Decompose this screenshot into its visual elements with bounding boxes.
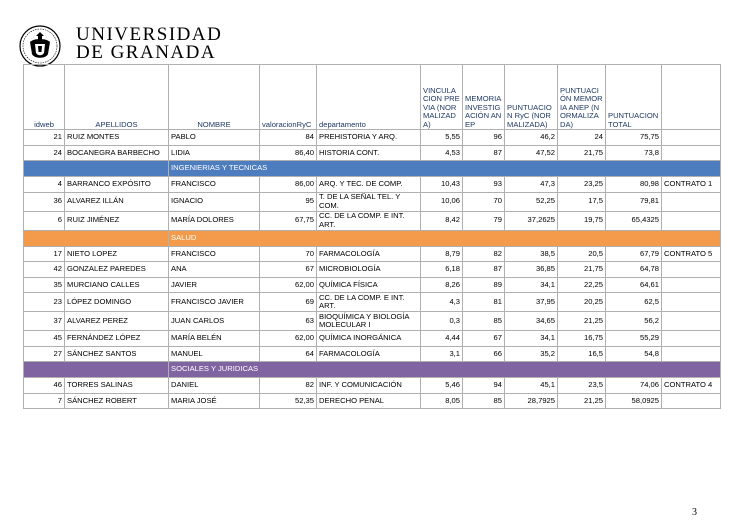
table-cell: 20,5 [558, 246, 606, 262]
table-cell [662, 211, 721, 230]
table-cell: DERECHO PENAL [317, 393, 421, 409]
table-cell: DANIEL [169, 378, 260, 394]
table-cell: 5,46 [421, 378, 463, 394]
table-cell [662, 346, 721, 362]
table-cell: 22,25 [558, 277, 606, 293]
table-cell: 65,4325 [606, 211, 662, 230]
table-cell [662, 145, 721, 161]
table-cell: 84 [260, 130, 317, 146]
table-cell: 74,06 [606, 378, 662, 394]
table-cell: 70 [260, 246, 317, 262]
table-cell: SÁNCHEZ SANTOS [65, 346, 169, 362]
section-header-spacer [24, 362, 169, 378]
table-cell: CONTRATO 4 [662, 378, 721, 394]
table-cell: 75,75 [606, 130, 662, 146]
table-cell: 6 [24, 211, 65, 230]
col-header-departamento: departamento [317, 65, 421, 130]
table-cell: 42 [24, 262, 65, 278]
table-row [24, 293, 721, 312]
table-cell: 67 [463, 331, 505, 347]
table-cell: BOCANEGRA BARBECHO [65, 145, 169, 161]
table-cell: 73,8 [606, 145, 662, 161]
table-cell: 93 [463, 177, 505, 193]
section-title: SALUD [169, 230, 721, 246]
table-cell: ARQ. Y TEC. DE COMP. [317, 177, 421, 193]
table-cell: 35 [24, 277, 65, 293]
table-cell: 34,1 [505, 277, 558, 293]
table-cell: 82 [260, 378, 317, 394]
table-cell: MURCIANO CALLES [65, 277, 169, 293]
table-cell: IGNACIO [169, 192, 260, 211]
table-cell: 86,00 [260, 177, 317, 193]
table-cell: RUIZ MONTES [65, 130, 169, 146]
table-row [24, 277, 721, 293]
table-cell: 67,75 [260, 211, 317, 230]
table-cell: 38,5 [505, 246, 558, 262]
table-cell [662, 277, 721, 293]
table-cell: 10,43 [421, 177, 463, 193]
table-row [24, 378, 721, 394]
table-cell: MARIA JOSÉ [169, 393, 260, 409]
table-cell: 85 [463, 393, 505, 409]
col-header-nombre: NOMBRE [169, 65, 260, 130]
table-cell: 23,5 [558, 378, 606, 394]
table-cell: TORRES SALINAS [65, 378, 169, 394]
table-cell [662, 130, 721, 146]
table-cell: 20,25 [558, 293, 606, 312]
university-name-line1: UNIVERSIDAD [76, 24, 223, 45]
table-cell: 82 [463, 246, 505, 262]
col-header-idweb: idweb [24, 65, 65, 130]
page-number: 3 [692, 507, 697, 518]
table-cell [662, 192, 721, 211]
table-cell: 58,0925 [606, 393, 662, 409]
table-cell: 10,06 [421, 192, 463, 211]
col-header-vinculacion: VINCULACION PREVIA (NORMALIZADA) [421, 65, 463, 130]
table-cell: 21,25 [558, 312, 606, 331]
table-cell: 24 [24, 145, 65, 161]
ranking-table [23, 64, 721, 409]
table-cell: FRANCISCO [169, 177, 260, 193]
table-cell: 87 [463, 145, 505, 161]
table-cell: 47,3 [505, 177, 558, 193]
table-cell: 52,35 [260, 393, 317, 409]
table-cell: 37 [24, 312, 65, 331]
table-cell: MARÍA BELÉN [169, 331, 260, 347]
table-cell: 56,2 [606, 312, 662, 331]
table-cell: 47,52 [505, 145, 558, 161]
table-cell: 62,00 [260, 277, 317, 293]
col-header-memoria: MEMORIA INVESTIGACIÓN ANEP [463, 65, 505, 130]
table-cell: CC. DE LA COMP. E INT. ART. [317, 211, 421, 230]
table-cell: 21,25 [558, 393, 606, 409]
table-cell: GONZALEZ PAREDES [65, 262, 169, 278]
table-cell: 0,3 [421, 312, 463, 331]
table-cell: 67 [260, 262, 317, 278]
table-cell: 70 [463, 192, 505, 211]
col-header-puntuacion-ryc: PUNTUACION RyC (NORMALIZADA) [505, 65, 558, 130]
table-cell: LÓPEZ DOMINGO [65, 293, 169, 312]
table-cell: 81 [463, 293, 505, 312]
table-cell: 64 [260, 346, 317, 362]
table-cell: 89 [463, 277, 505, 293]
section-header-row [24, 161, 721, 177]
section-header-row [24, 362, 721, 378]
table-cell: 37,95 [505, 293, 558, 312]
table-cell: 17,5 [558, 192, 606, 211]
table-cell: 46 [24, 378, 65, 394]
table-row [24, 246, 721, 262]
table-cell: INF. Y COMUNICACIÓN [317, 378, 421, 394]
table-cell: ANA [169, 262, 260, 278]
table-cell: MICROBIOLOGÍA [317, 262, 421, 278]
table-cell: 45 [24, 331, 65, 347]
table-cell: CONTRATO 5 [662, 246, 721, 262]
table-cell [662, 312, 721, 331]
table-cell: JAVIER [169, 277, 260, 293]
table-cell: 36 [24, 192, 65, 211]
table-cell: 80,98 [606, 177, 662, 193]
col-header-puntuacion-memoria: PUNTUACIÓN MEMORIA ANEP (NORMALIZADA) [558, 65, 606, 130]
table-cell: 21,75 [558, 145, 606, 161]
section-title: INGENIERIAS Y TECNICAS [169, 161, 721, 177]
table-cell: QUÍMICA FÍSICA [317, 277, 421, 293]
table-row [24, 262, 721, 278]
university-name-line2: DE GRANADA [76, 42, 217, 63]
table-row [24, 145, 721, 161]
col-header-puntuacion-total: PUNTUACION TOTAL [606, 65, 662, 130]
table-cell: FRANCISCO JAVIER [169, 293, 260, 312]
table-cell: 5,55 [421, 130, 463, 146]
table-cell: CONTRATO 1 [662, 177, 721, 193]
table-cell: MANUEL [169, 346, 260, 362]
table-cell: 4,3 [421, 293, 463, 312]
table-cell: FRANCISCO [169, 246, 260, 262]
table-cell: 94 [463, 378, 505, 394]
table-cell: 85 [463, 312, 505, 331]
section-header-spacer [24, 161, 169, 177]
table-cell: HISTORIA CONT. [317, 145, 421, 161]
table-row [24, 393, 721, 409]
table-cell: 62,00 [260, 331, 317, 347]
table-cell: 19,75 [558, 211, 606, 230]
table-cell: 64,78 [606, 262, 662, 278]
table-cell: BARRANCO EXPÓSITO [65, 177, 169, 193]
table-row [24, 312, 721, 331]
table-cell: 4,53 [421, 145, 463, 161]
table-row [24, 211, 721, 230]
table-cell: 8,79 [421, 246, 463, 262]
table-cell: SÁNCHEZ ROBERT [65, 393, 169, 409]
table-cell: FERNÁNDEZ LÓPEZ [65, 331, 169, 347]
table-cell: 63 [260, 312, 317, 331]
table-cell: 23,25 [558, 177, 606, 193]
table-cell: 62,5 [606, 293, 662, 312]
table-cell: PREHISTORIA Y ARQ. [317, 130, 421, 146]
university-crest-logo [18, 24, 62, 68]
table-cell: 21 [24, 130, 65, 146]
table-cell: PABLO [169, 130, 260, 146]
table-cell: 34,1 [505, 331, 558, 347]
table-cell: 8,42 [421, 211, 463, 230]
table-cell: 36,85 [505, 262, 558, 278]
table-cell: 86,40 [260, 145, 317, 161]
table-cell: 8,26 [421, 277, 463, 293]
table-cell: 16,75 [558, 331, 606, 347]
table-cell: 45,1 [505, 378, 558, 394]
table-cell: 69 [260, 293, 317, 312]
table-cell: ALVAREZ PEREZ [65, 312, 169, 331]
table-cell: 16,5 [558, 346, 606, 362]
table-cell: 67,79 [606, 246, 662, 262]
header-row [24, 65, 721, 130]
section-header-spacer [24, 230, 169, 246]
table-row [24, 346, 721, 362]
table-cell: 7 [24, 393, 65, 409]
col-header-apellidos: APELLIDOS [65, 65, 169, 130]
table-cell: T. DE LA SEÑAL TEL. Y COM. [317, 192, 421, 211]
col-header-contrato [662, 65, 721, 130]
table-cell: FARMACOLOGÍA [317, 346, 421, 362]
table-cell: RUIZ JIMÉNEZ [65, 211, 169, 230]
table-cell: 35,2 [505, 346, 558, 362]
table-cell: 95 [260, 192, 317, 211]
table-cell [662, 331, 721, 347]
table-cell: 6,18 [421, 262, 463, 278]
table-cell [662, 262, 721, 278]
table-cell: 4 [24, 177, 65, 193]
table-cell: FARMACOLOGÍA [317, 246, 421, 262]
table-cell: 46,2 [505, 130, 558, 146]
table-row [24, 177, 721, 193]
table-cell: 87 [463, 262, 505, 278]
table-cell: 3,1 [421, 346, 463, 362]
table-cell: 21,75 [558, 262, 606, 278]
table-cell: 4,44 [421, 331, 463, 347]
table-cell [662, 293, 721, 312]
col-header-valoracion: valoracionRyC [260, 65, 317, 130]
table-cell: ALVAREZ ILLÁN [65, 192, 169, 211]
table-cell: 27 [24, 346, 65, 362]
table-cell: 8,05 [421, 393, 463, 409]
table-cell: 64,61 [606, 277, 662, 293]
section-header-row [24, 230, 721, 246]
table-cell: 52,25 [505, 192, 558, 211]
table-cell: NIETO LOPEZ [65, 246, 169, 262]
table-cell: 96 [463, 130, 505, 146]
table-cell: LIDIA [169, 145, 260, 161]
table-cell: JUAN CARLOS [169, 312, 260, 331]
table-row [24, 331, 721, 347]
table-cell: 79 [463, 211, 505, 230]
table-cell: BIOQUÍMICA Y BIOLOGÍA MOLECULAR I [317, 312, 421, 331]
table-row [24, 192, 721, 211]
table-cell [662, 393, 721, 409]
table-cell: 28,7925 [505, 393, 558, 409]
table-cell: 24 [558, 130, 606, 146]
table-cell: MARÍA DOLORES [169, 211, 260, 230]
table-cell: 55,29 [606, 331, 662, 347]
table-cell: QUÍMICA INORGÁNICA [317, 331, 421, 347]
table-cell: 66 [463, 346, 505, 362]
table-cell: 34,65 [505, 312, 558, 331]
table-cell: 23 [24, 293, 65, 312]
table-row [24, 130, 721, 146]
section-title: SOCIALES Y JURIDICAS [169, 362, 721, 378]
table-cell: CC. DE LA COMP. E INT. ART. [317, 293, 421, 312]
table-cell: 54,8 [606, 346, 662, 362]
table-cell: 17 [24, 246, 65, 262]
table-cell: 37,2625 [505, 211, 558, 230]
table-cell: 79,81 [606, 192, 662, 211]
